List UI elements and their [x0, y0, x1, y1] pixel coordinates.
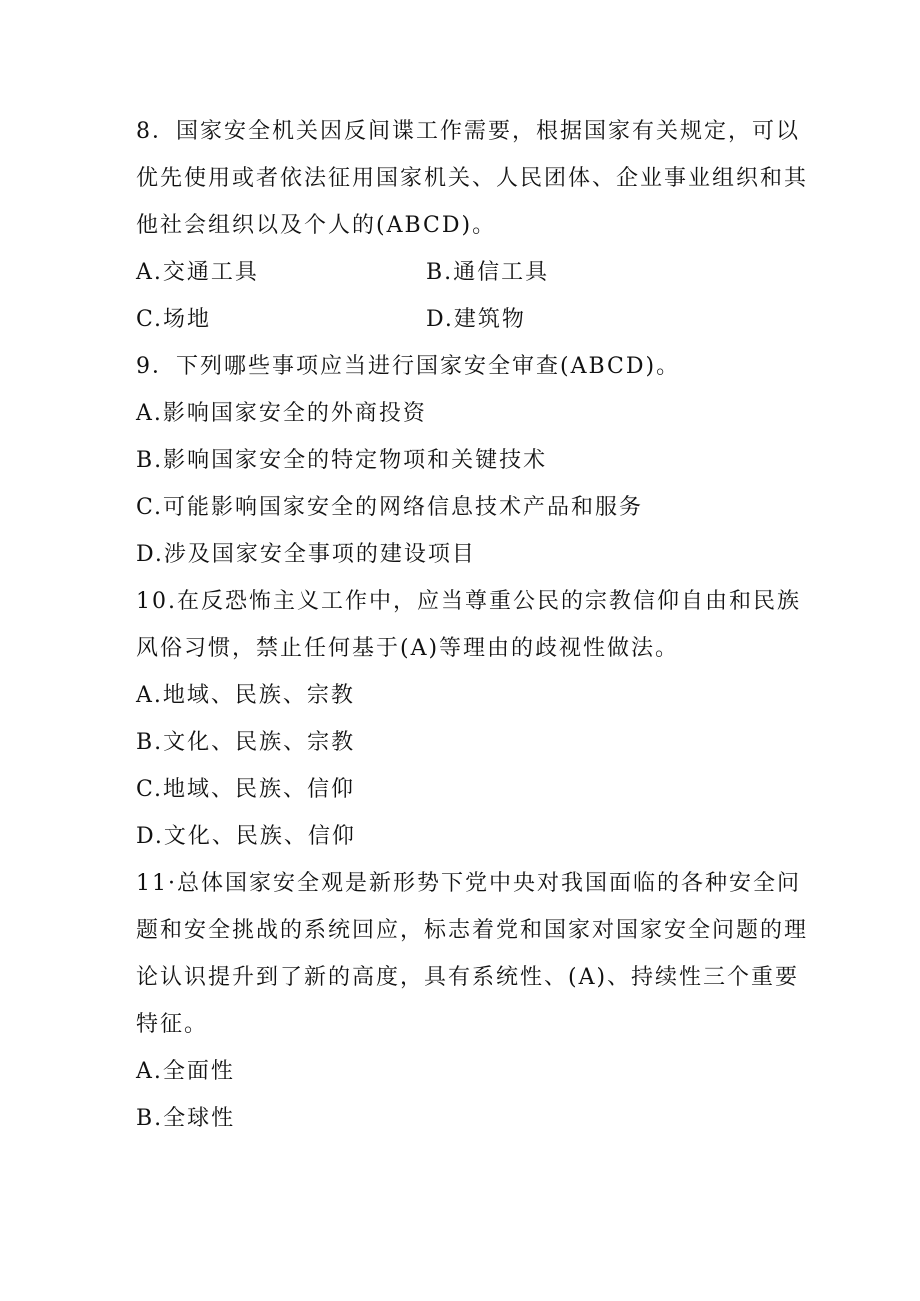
option-d: D.文化、民族、信仰 — [136, 824, 356, 849]
question-text-line: 论认识提升到了新的高度，具有系统性、(A)、持续性三个重要 — [136, 965, 800, 990]
option-c: C.场地 — [136, 307, 212, 332]
option-d: D.涉及国家安全事项的建设项目 — [136, 542, 476, 567]
question-9 — [136, 343, 796, 578]
question-11 — [136, 860, 809, 1142]
option-b: B.影响国家安全的特定物项和关键技术 — [136, 448, 548, 473]
option-b: B.文化、民族、宗教 — [136, 730, 356, 755]
option-c: C.可能影响国家安全的网络信息技术产品和服务 — [136, 495, 644, 520]
question-8 — [136, 108, 809, 343]
question-10 — [136, 578, 801, 860]
option-a: A.全面性 — [136, 1059, 235, 1084]
document-body — [136, 108, 809, 1142]
option-row — [136, 249, 796, 296]
question-text-line: 11·总体国家安全观是新形势下党中央对我国面临的各种安全问 — [136, 871, 801, 896]
option-row — [136, 296, 796, 343]
question-text-line: 8．国家安全机关因反间谍工作需要，根据国家有关规定，可以 — [136, 119, 800, 144]
question-text-line: 优先使用或者依法征用国家机关、人民团体、企业事业组织和其 — [136, 166, 809, 191]
option-a: A.交通工具 — [136, 260, 259, 285]
option-a: A.地域、民族、宗教 — [136, 683, 355, 708]
option-a: A.影响国家安全的外商投资 — [136, 401, 427, 426]
question-text-line: 题和安全挑战的系统回应，标志着党和国家对国家安全问题的理 — [136, 918, 809, 943]
question-text-line: 9．下列哪些事项应当进行国家安全审查(ABCD)。 — [136, 354, 681, 379]
question-text-line: 风俗习惯，禁止任何基于(A)等理由的歧视性做法。 — [136, 636, 680, 661]
question-text-line: 他社会组织以及个人的(ABCD)。 — [136, 213, 497, 238]
question-text-line: 10.在反恐怖主义工作中，应当尊重公民的宗教信仰自由和民族 — [136, 589, 801, 614]
option-b: B.全球性 — [136, 1106, 236, 1131]
question-text-line: 特征。 — [136, 1012, 209, 1037]
option-b: B.通信工具 — [426, 260, 550, 285]
option-c: C.地域、民族、信仰 — [136, 777, 356, 802]
option-d: D.建筑物 — [426, 307, 526, 332]
